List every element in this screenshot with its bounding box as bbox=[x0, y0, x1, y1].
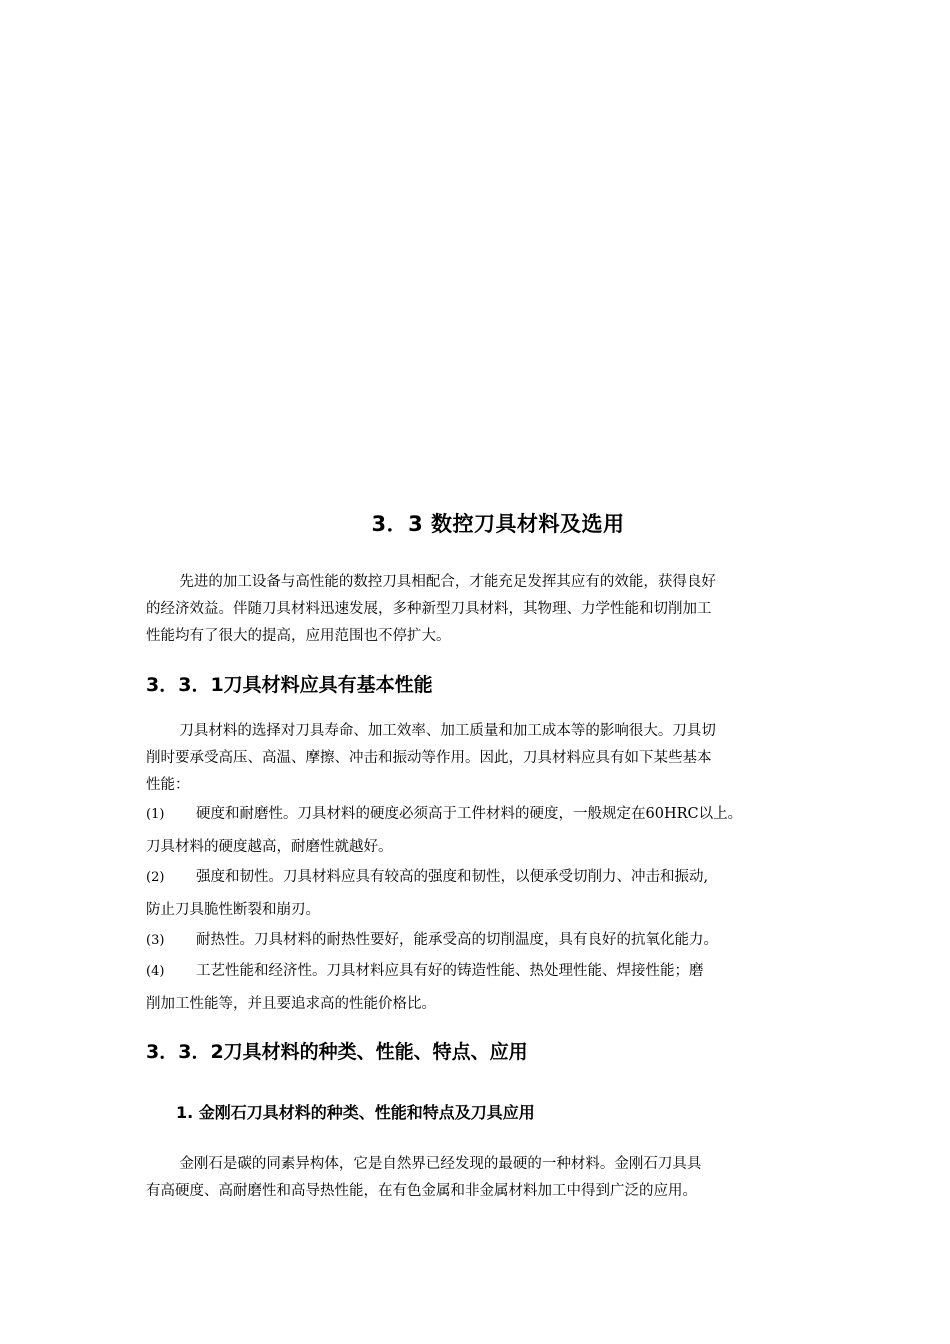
section-heading-3-3-1: 3．3．1刀具材料应具有基本性能 bbox=[146, 674, 433, 696]
section2-paragraph bbox=[146, 1151, 810, 1205]
list-item-number: (4) bbox=[146, 964, 165, 979]
list-item-number: (3) bbox=[146, 933, 165, 948]
section1-line: 刀具材料的选择对刀具寿命、加工效率、加工质量和加工成本等的影响很大。刀具切 bbox=[179, 723, 716, 739]
intro-line: 性能均有了很大的提高，应用范围也不停扩大。 bbox=[146, 628, 451, 644]
list-item-text: 硬度和耐磨性。刀具材料的硬度必须高于工件材料的硬度，一般规定在60HRC以上。 bbox=[196, 806, 743, 822]
list-item-text: 工艺性能和经济性。刀具材料应具有好的铸造性能、热处理性能、焊接性能；磨 bbox=[196, 963, 704, 979]
list-item-number: (2) bbox=[146, 870, 165, 885]
intro-line: 先进的加工设备与高性能的数控刀具相配合，才能充足发挥其应有的效能，获得良好 bbox=[179, 574, 716, 590]
list-item bbox=[146, 955, 814, 1020]
intro-paragraph bbox=[146, 569, 810, 650]
section2-line: 金刚石是碳的同素异构体，它是自然界已经发现的最硬的一种材料。金刚石刀具具 bbox=[179, 1156, 702, 1172]
document-title: 3．3 数控刀具材料及选用 bbox=[371, 512, 625, 536]
list-item bbox=[146, 924, 814, 957]
section1-line: 削时要承受高压、高温、摩擦、冲击和振动等作用。因此，刀具材料应具有如下某些基本 bbox=[146, 750, 712, 766]
list-item bbox=[146, 798, 814, 863]
section-heading-3-3-2: 3．3．2刀具材料的种类、性能、特点、应用 bbox=[146, 1041, 528, 1063]
list-item-text: 强度和韧性。刀具材料应具有较高的强度和韧性，以便承受切削力、冲击和振动, bbox=[196, 869, 709, 885]
section1-paragraph bbox=[146, 718, 810, 799]
list-item-text: 耐热性。刀具材料的耐热性要好，能承受高的切削温度，具有良好的抗氧化能力。 bbox=[196, 932, 718, 948]
section2-line: 有高硬度、高耐磨性和高导热性能，在有色金属和非金属材料加工中得到广泛的应用。 bbox=[146, 1183, 697, 1199]
list-item-text-continued: 防止刀具脆性断裂和崩刃。 bbox=[146, 902, 320, 918]
list-item-text-continued: 刀具材料的硬度越高，耐磨性就越好。 bbox=[146, 839, 393, 855]
subsection-heading-diamond: 1. 金刚石刀具材料的种类、性能和特点及刀具应用 bbox=[176, 1103, 535, 1122]
list-item bbox=[146, 861, 814, 926]
list-item-number: (1) bbox=[146, 807, 165, 822]
section1-line: 性能： bbox=[146, 777, 190, 793]
intro-line: 的经济效益。伴随刀具材料迅速发展，多种新型刀具材料，其物理、力学性能和切削加工 bbox=[146, 601, 712, 617]
list-item-text-continued: 削加工性能等，并且要追求高的性能价格比。 bbox=[146, 996, 436, 1012]
